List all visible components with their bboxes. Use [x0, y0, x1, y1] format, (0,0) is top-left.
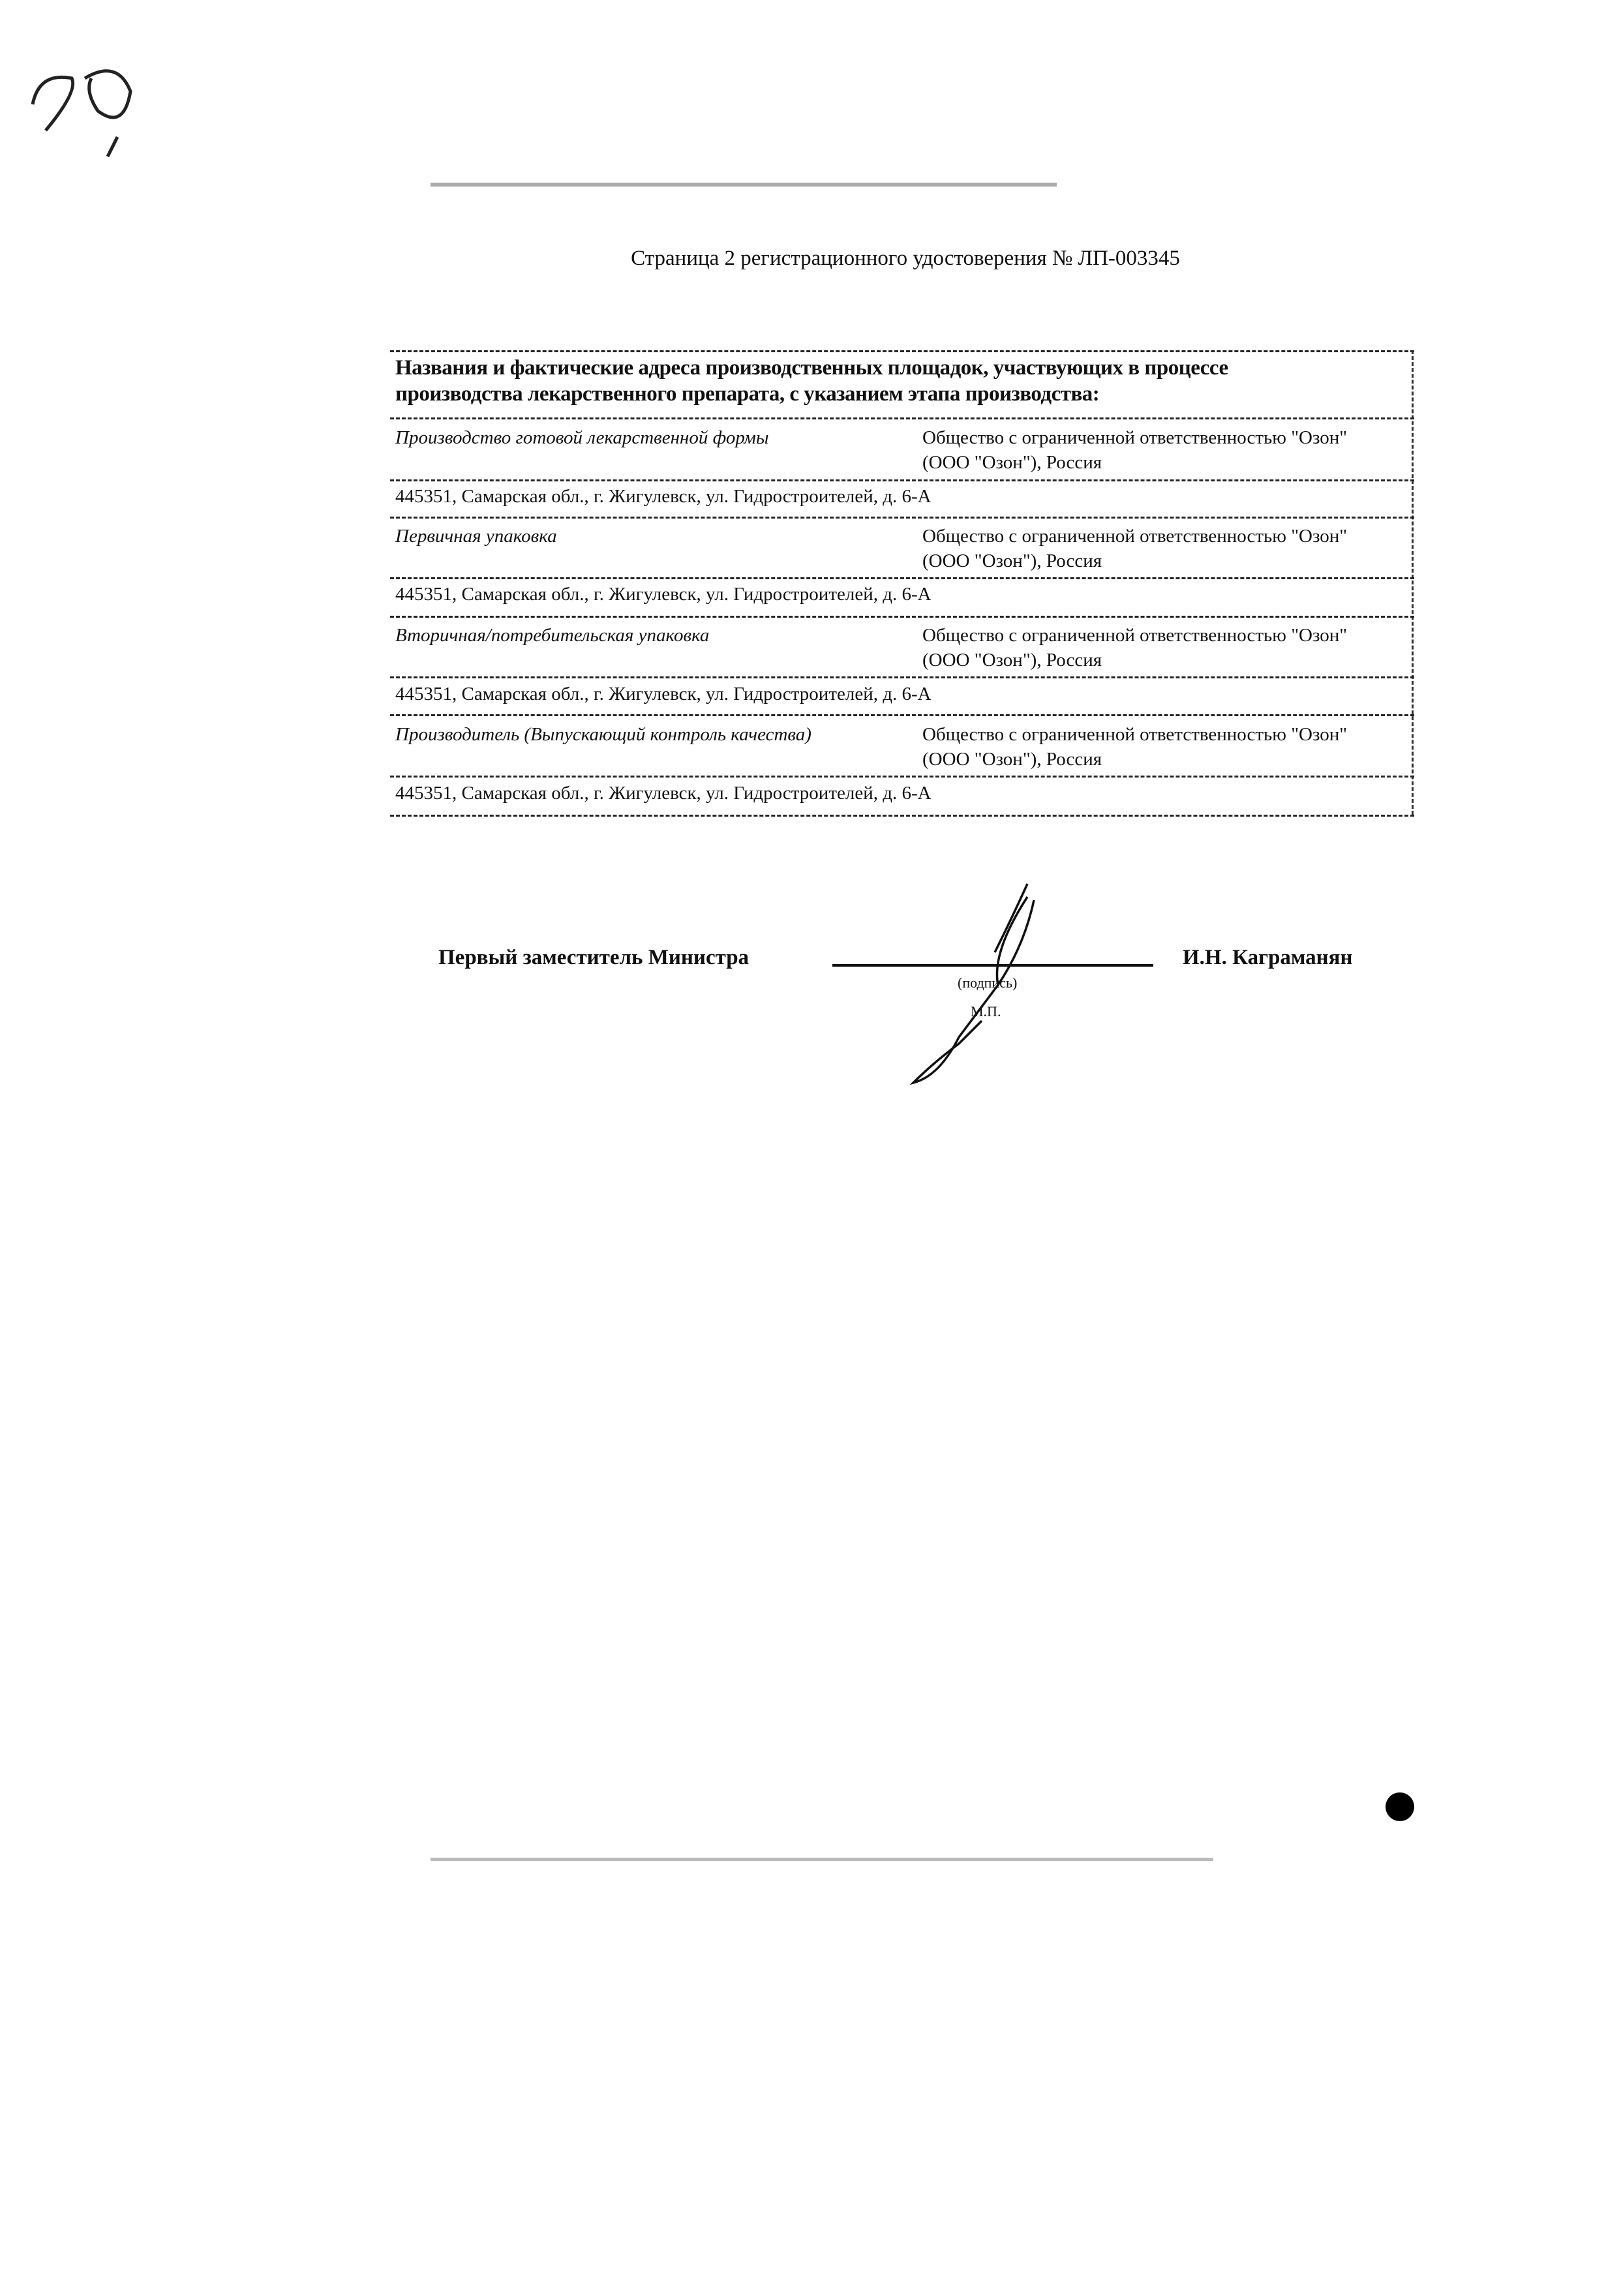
- table-header-line: Названия и фактические адреса производственных площадок, участвующих в процессе: [395, 356, 1228, 380]
- stage-name: Первичная упаковка: [395, 526, 557, 547]
- stage-name: Вторичная/потребительская упаковка: [395, 625, 710, 646]
- stamp-place: М.П.: [971, 1003, 1001, 1020]
- scan-noise: [431, 183, 1057, 187]
- scan-noise: [431, 1858, 1213, 1861]
- signatory-name: И.Н. Каграманян: [1183, 946, 1353, 969]
- site-address: 445351, Самарская обл., г. Жигулевск, ул. Гидростроителей, д. 6-А: [395, 584, 932, 605]
- site-address: 445351, Самарская обл., г. Жигулевск, ул. Гидростроителей, д. 6-А: [395, 684, 932, 704]
- page-title: Страница 2 регистрационного удостоверения № ЛП-003345: [631, 247, 1180, 270]
- site-address: 445351, Самарская обл., г. Жигулевск, ул. Гидростроителей, д. 6-А: [395, 783, 932, 804]
- stage-name: Производитель (Выпускающий контроль качества): [395, 724, 811, 745]
- company-name: Общество с ограниченной ответственностью "Озон" (ООО "Озон"), Россия: [922, 724, 1348, 770]
- handwritten-page-number: [20, 33, 150, 163]
- company-name: Общество с ограниченной ответственностью "Озон" (ООО "Озон"), Россия: [922, 427, 1348, 473]
- punch-hole-mark: [1386, 1792, 1414, 1821]
- company-name: Общество с ограниченной ответственностью "Озон" (ООО "Озон"), Россия: [922, 625, 1348, 671]
- stage-name: Производство готовой лекарственной формы: [395, 427, 769, 448]
- site-address: 445351, Самарская обл., г. Жигулевск, ул. Гидростроителей, д. 6-А: [395, 486, 932, 507]
- signatory-position: Первый заместитель Министра: [438, 946, 750, 969]
- company-name: Общество с ограниченной ответственностью "Озон" (ООО "Озон"), Россия: [922, 526, 1348, 571]
- signature-caption: (подпись): [958, 974, 1018, 991]
- table-header-line: производства лекарственного препарата, с указанием этапа производства:: [395, 382, 1100, 406]
- handwritten-signature: [894, 881, 1063, 1089]
